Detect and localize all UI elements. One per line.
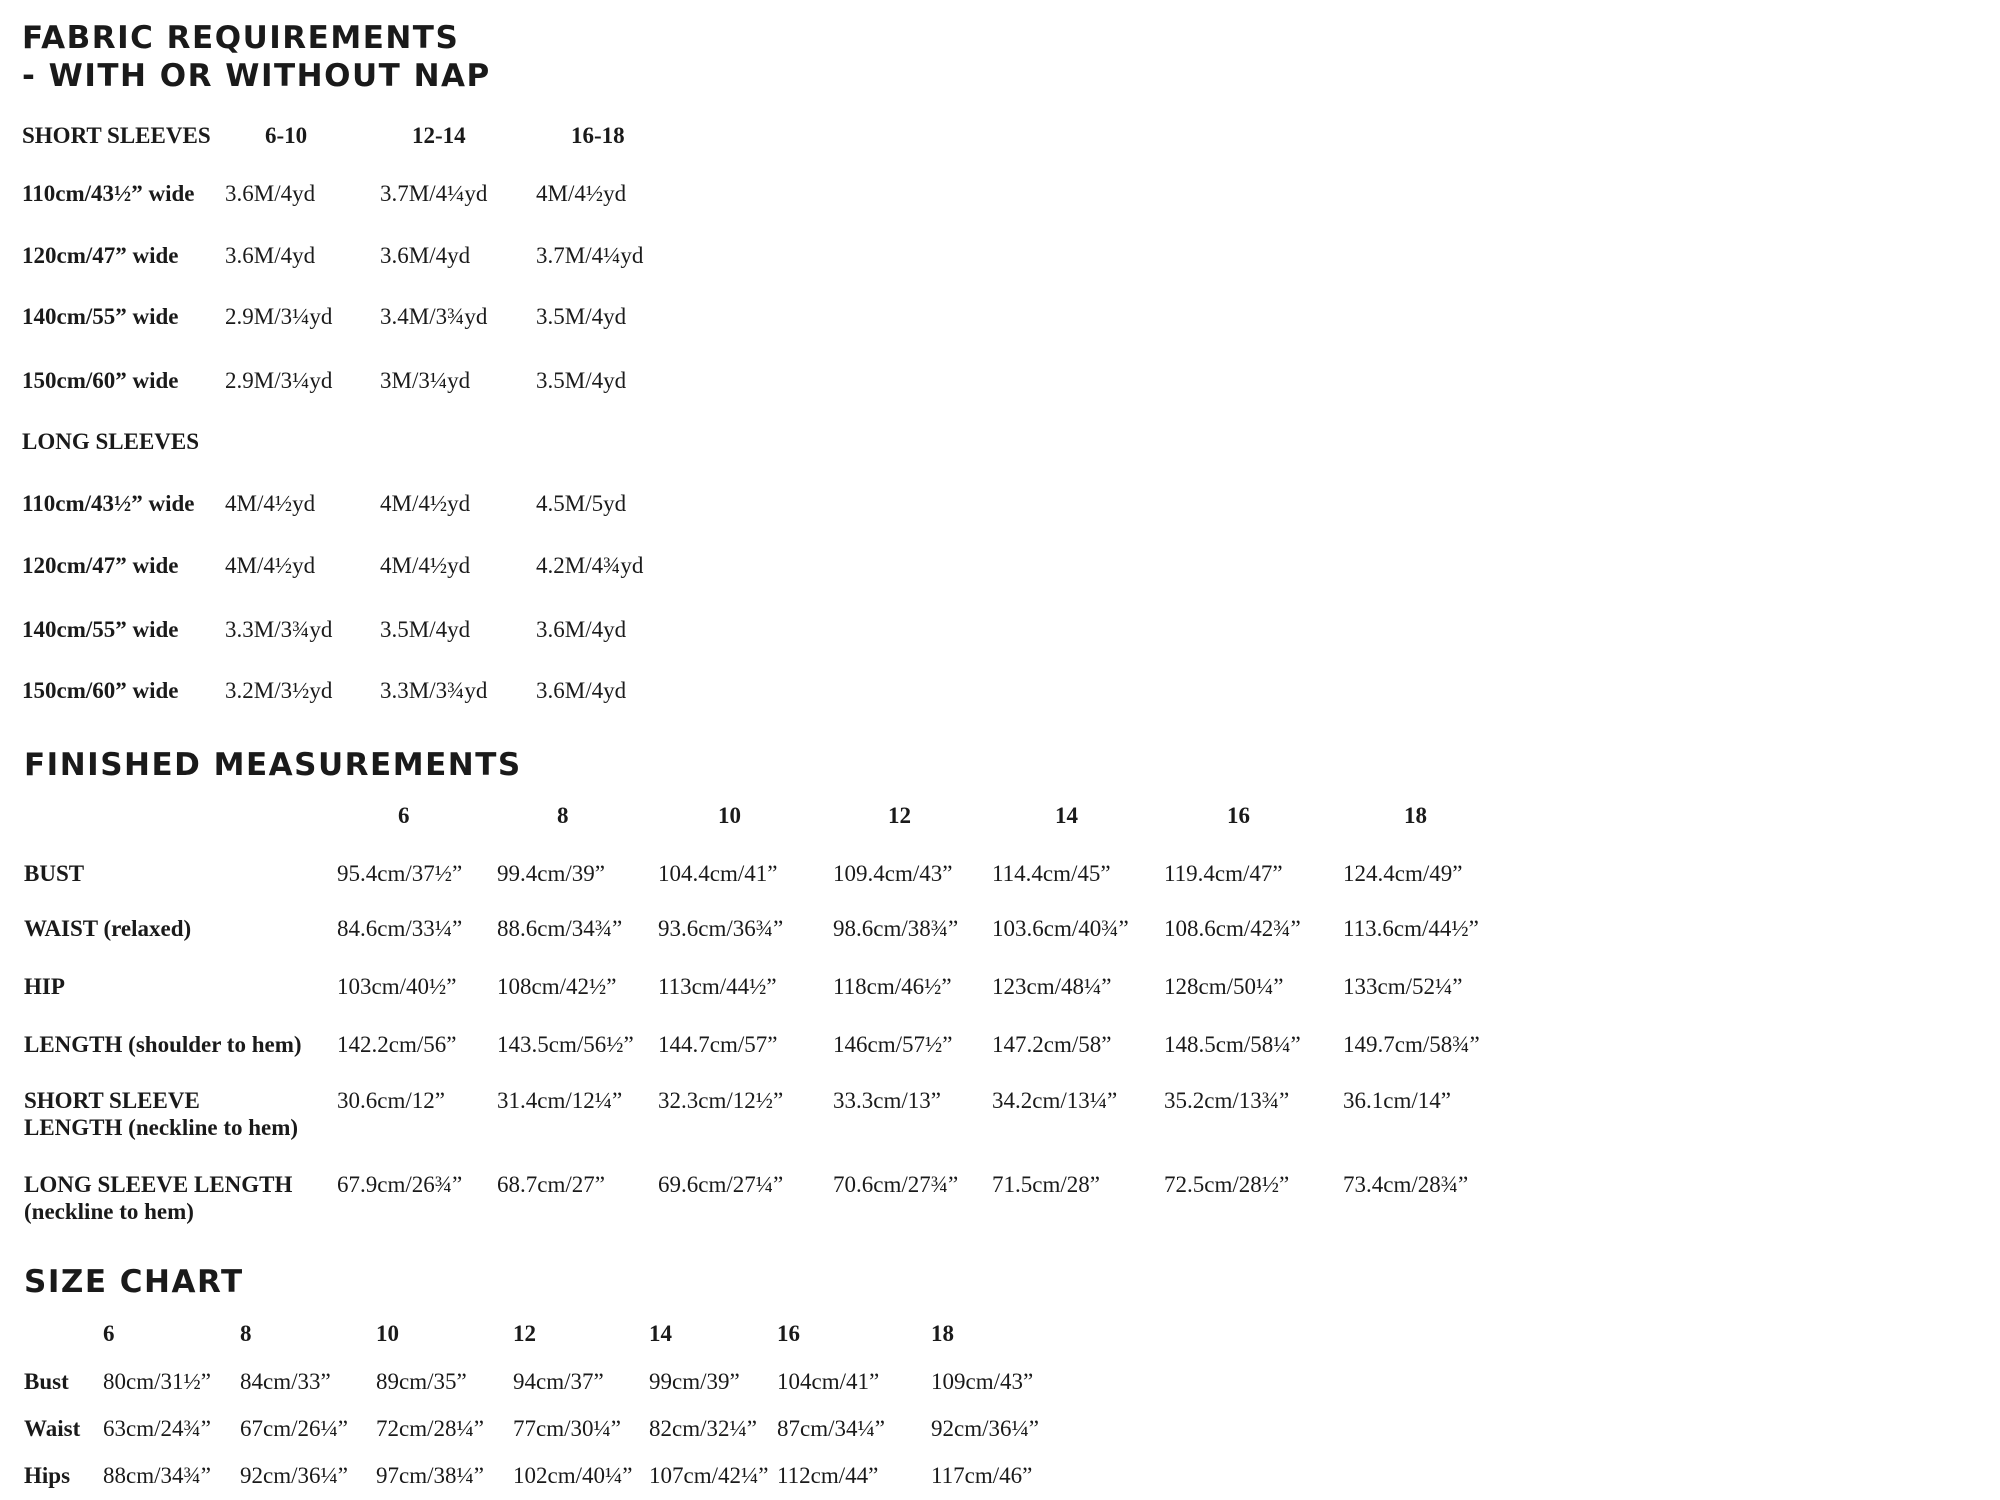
measurement-value: 84.6cm/33¼” (337, 916, 463, 941)
measurement-value: 68.7cm/27” (497, 1172, 605, 1197)
size-chart-value: 92cm/36¼” (240, 1463, 348, 1488)
measurement-value: 109.4cm/43” (833, 861, 953, 886)
fabric-amount: 3.5M/4yd (536, 304, 627, 329)
measurement-value: 113.6cm/44½” (1343, 916, 1479, 941)
fabric-amount: 4M/4½yd (536, 181, 627, 206)
fabric-requirements-title-line-1: FABRIC REQUIREMENTS (22, 20, 460, 56)
size-chart-size-header: 8 (240, 1321, 252, 1346)
size-chart-row-label: Bust (24, 1369, 69, 1394)
measurement-value: 93.6cm/36¾” (658, 916, 784, 941)
measurement-value: 70.6cm/27¾” (833, 1172, 959, 1197)
measurement-value: 30.6cm/12” (337, 1088, 445, 1113)
size-chart-value: 84cm/33” (240, 1369, 331, 1394)
fabric-size-header: 16-18 (571, 123, 625, 148)
fabric-amount: 3.6M/4yd (380, 243, 471, 268)
measurement-value: 133cm/52¼” (1343, 974, 1463, 999)
fabric-amount: 3.6M/4yd (225, 181, 316, 206)
size-chart-size-header: 14 (649, 1321, 672, 1346)
fabric-amount: 3.4M/3¾yd (380, 304, 488, 329)
measurement-value: 143.5cm/56½” (497, 1032, 634, 1057)
measurement-value: 108.6cm/42¾” (1164, 916, 1301, 941)
measurement-value: 123cm/48¼” (992, 974, 1112, 999)
measurement-value: 34.2cm/13¼” (992, 1088, 1118, 1113)
fabric-amount: 3M/3¼yd (380, 368, 471, 393)
measurement-label: LENGTH (neckline to hem) (24, 1115, 299, 1140)
size-chart-value: 99cm/39” (649, 1369, 740, 1394)
measurement-value: 128cm/50¼” (1164, 974, 1284, 999)
measurement-value: 114.4cm/45” (992, 861, 1111, 886)
fabric-width-label: 140cm/55” wide (22, 617, 179, 642)
size-chart-size-header: 16 (777, 1321, 800, 1346)
measurement-value: 32.3cm/12½” (658, 1088, 784, 1113)
size-chart-value: 94cm/37” (513, 1369, 604, 1394)
measurement-value: 104.4cm/41” (658, 861, 778, 886)
measurement-value: 72.5cm/28½” (1164, 1172, 1290, 1197)
measurement-value: 146cm/57½” (833, 1032, 953, 1057)
measurement-value: 147.2cm/58” (992, 1032, 1112, 1057)
fabric-width-label: 110cm/43½” wide (22, 491, 195, 516)
fabric-amount: 4M/4½yd (225, 491, 316, 516)
fabric-amount: 3.7M/4¼yd (536, 243, 644, 268)
measurement-value: 69.6cm/27¼” (658, 1172, 784, 1197)
measurement-value: 124.4cm/49” (1343, 861, 1463, 886)
finished-size-header: 8 (557, 803, 569, 828)
fabric-amount: 3.3M/3¾yd (225, 617, 333, 642)
size-chart-value: 109cm/43” (931, 1369, 1034, 1394)
fabric-amount: 3.6M/4yd (536, 678, 627, 703)
size-chart-row-label: Hips (24, 1463, 71, 1488)
fabric-width-label: 150cm/60” wide (22, 678, 179, 703)
fabric-amount: 3.7M/4¼yd (380, 181, 488, 206)
size-chart-value: 112cm/44” (777, 1463, 879, 1488)
long-sleeves-label: LONG SLEEVES (22, 429, 200, 454)
size-chart-value: 117cm/46” (931, 1463, 1033, 1488)
measurement-value: 95.4cm/37½” (337, 861, 463, 886)
finished-size-header: 10 (718, 803, 741, 828)
fabric-amount: 3.2M/3½yd (225, 678, 333, 703)
finished-size-header: 6 (398, 803, 410, 828)
measurement-value: 149.7cm/58¾” (1343, 1032, 1480, 1057)
measurement-value: 35.2cm/13¾” (1164, 1088, 1290, 1113)
size-chart-value: 92cm/36¼” (931, 1416, 1039, 1441)
measurement-value: 73.4cm/28¾” (1343, 1172, 1469, 1197)
measurement-value: 36.1cm/14” (1343, 1088, 1451, 1113)
measurement-value: 108cm/42½” (497, 974, 617, 999)
fabric-amount: 2.9M/3¼yd (225, 368, 333, 393)
fabric-requirements-title (22, 19, 491, 95)
fabric-size-header: 6-10 (265, 123, 308, 148)
size-chart-value: 67cm/26¼” (240, 1416, 348, 1441)
fabric-amount: 4M/4½yd (380, 491, 471, 516)
fabric-amount: 4M/4½yd (380, 553, 471, 578)
size-chart-title: SIZE CHART (24, 1264, 244, 1300)
fabric-amount: 3.6M/4yd (536, 617, 627, 642)
size-chart-size-header: 12 (513, 1321, 536, 1346)
finished-size-header: 18 (1404, 803, 1427, 828)
measurement-label: BUST (24, 861, 85, 886)
fabric-requirements-title-line-2: - WITH OR WITHOUT NAP (22, 58, 491, 94)
measurement-label: (neckline to hem) (24, 1199, 194, 1224)
fabric-amount: 2.9M/3¼yd (225, 304, 333, 329)
size-chart-value: 82cm/32¼” (649, 1416, 757, 1441)
size-chart-size-header: 18 (931, 1321, 954, 1346)
size-chart-value: 107cm/42¼” (649, 1463, 769, 1488)
fabric-width-label: 120cm/47” wide (22, 243, 179, 268)
size-chart-size-header: 10 (376, 1321, 399, 1346)
measurement-value: 144.7cm/57” (658, 1032, 778, 1057)
size-chart-value: 88cm/34¾” (103, 1463, 211, 1488)
fabric-width-label: 120cm/47” wide (22, 553, 179, 578)
fabric-width-label: 140cm/55” wide (22, 304, 179, 329)
fabric-amount: 3.5M/4yd (536, 368, 627, 393)
measurement-value: 103.6cm/40¾” (992, 916, 1129, 941)
measurement-value: 148.5cm/58¼” (1164, 1032, 1301, 1057)
measurement-value: 113cm/44½” (658, 974, 777, 999)
fabric-size-header: 12-14 (412, 123, 466, 148)
measurement-value: 103cm/40½” (337, 974, 457, 999)
fabric-width-label: 150cm/60” wide (22, 368, 179, 393)
measurement-label: LONG SLEEVE LENGTH (24, 1172, 293, 1197)
fabric-width-label: 110cm/43½” wide (22, 181, 195, 206)
measurement-value: 88.6cm/34¾” (497, 916, 623, 941)
measurement-value: 31.4cm/12¼” (497, 1088, 623, 1113)
measurement-label: WAIST (relaxed) (24, 916, 192, 941)
finished-size-header: 16 (1227, 803, 1250, 828)
measurement-value: 142.2cm/56” (337, 1032, 457, 1057)
size-chart-value: 77cm/30¼” (513, 1416, 621, 1441)
fabric-amount: 4.5M/5yd (536, 491, 627, 516)
fabric-amount: 4M/4½yd (225, 553, 316, 578)
size-chart-value: 104cm/41” (777, 1369, 880, 1394)
size-chart-size-header: 6 (103, 1321, 115, 1346)
measurement-value: 33.3cm/13” (833, 1088, 941, 1113)
measurement-value: 98.6cm/38¾” (833, 916, 959, 941)
size-chart-value: 97cm/38¼” (376, 1463, 484, 1488)
measurement-value: 71.5cm/28” (992, 1172, 1100, 1197)
finished-measurements-title: FINISHED MEASUREMENTS (24, 747, 522, 783)
measurement-label: SHORT SLEEVE (24, 1088, 200, 1113)
measurement-value: 118cm/46½” (833, 974, 952, 999)
fabric-amount: 4.2M/4¾yd (536, 553, 644, 578)
finished-size-header: 14 (1055, 803, 1078, 828)
measurement-label: HIP (24, 974, 65, 999)
measurement-value: 119.4cm/47” (1164, 861, 1283, 886)
size-chart-value: 87cm/34¼” (777, 1416, 885, 1441)
finished-size-header: 12 (888, 803, 911, 828)
size-chart-value: 102cm/40¼” (513, 1463, 633, 1488)
measurement-label: LENGTH (shoulder to hem) (24, 1032, 302, 1057)
fabric-amount: 3.6M/4yd (225, 243, 316, 268)
measurement-value: 67.9cm/26¾” (337, 1172, 463, 1197)
short-sleeves-label: SHORT SLEEVES (22, 123, 211, 148)
measurement-value: 99.4cm/39” (497, 861, 605, 886)
fabric-amount: 3.3M/3¾yd (380, 678, 488, 703)
size-chart-value: 80cm/31½” (103, 1369, 211, 1394)
size-chart-value: 89cm/35” (376, 1369, 467, 1394)
fabric-amount: 3.5M/4yd (380, 617, 471, 642)
size-chart-value: 72cm/28¼” (376, 1416, 484, 1441)
size-chart-row-label: Waist (24, 1416, 81, 1441)
size-chart-value: 63cm/24¾” (103, 1416, 211, 1441)
